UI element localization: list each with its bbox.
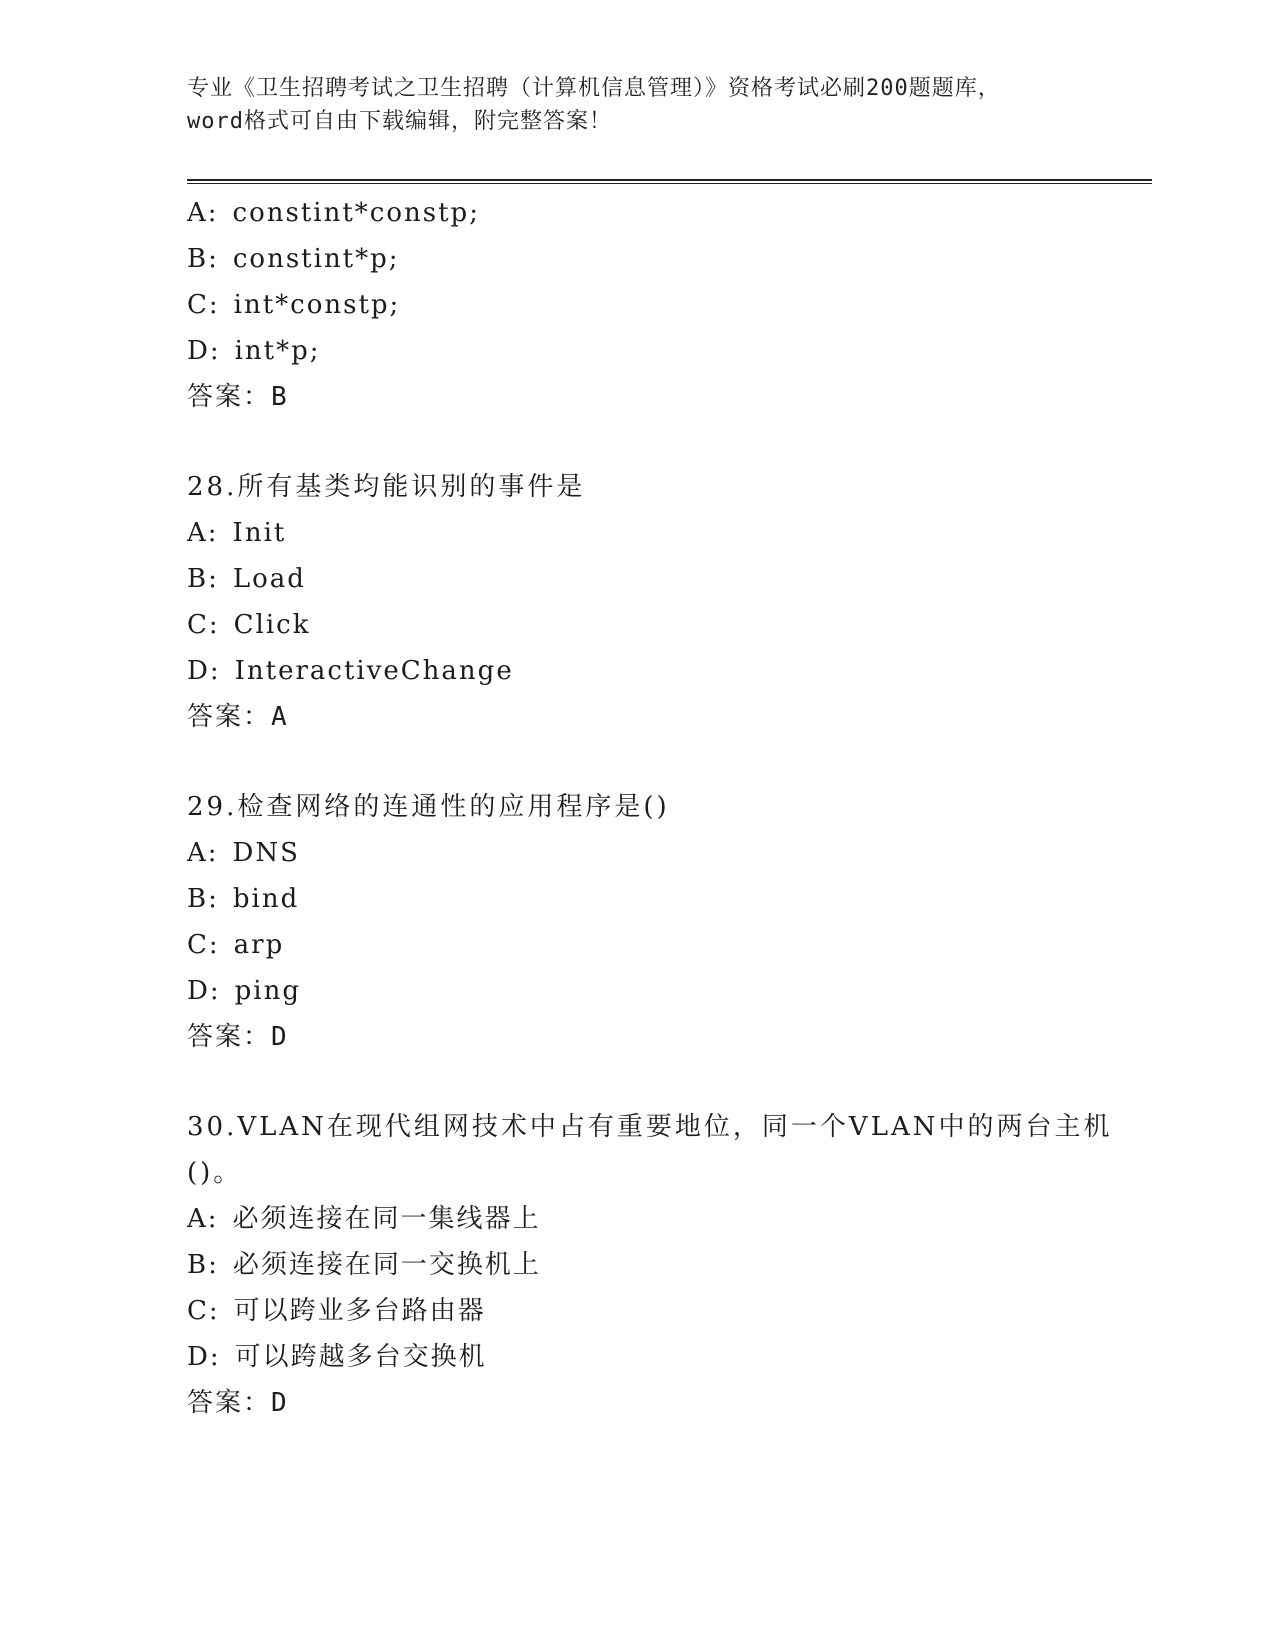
option-a: A: Init (187, 518, 287, 548)
question-list (187, 190, 1147, 1470)
option-d: D: ping (187, 976, 301, 1006)
question-block (187, 1104, 1147, 1426)
answer-line: 答案：B (187, 382, 289, 412)
question-stem: 28.所有基类均能识别的事件是 (187, 472, 586, 502)
option-c: C: arp (187, 930, 285, 960)
document-header (187, 72, 1087, 138)
question-block (187, 464, 1147, 740)
option-d: D: InteractiveChange (187, 656, 514, 686)
option-d: D: int*p; (187, 336, 321, 366)
option-d: D: 可以跨越多台交换机 (187, 1342, 487, 1372)
question-block (187, 784, 1147, 1060)
question-number: 28. (187, 472, 238, 502)
option-a: A: 必须连接在同一集线器上 (187, 1204, 541, 1234)
question-number: 29. (187, 792, 238, 822)
question-stem: 30.VLAN在现代组网技术中占有重要地位，同一个VLAN中的两台主机 (187, 1112, 1113, 1142)
option-a: A: constint*constp; (187, 198, 480, 228)
option-b: B: Load (187, 564, 306, 594)
question-block (187, 190, 1147, 420)
question-number: 30. (187, 1112, 238, 1142)
question-stem-continued: ()。 (187, 1158, 243, 1188)
option-c: C: 可以跨业多台路由器 (187, 1296, 486, 1326)
header-line-2: word格式可自由下载编辑，附完整答案！ (187, 109, 612, 134)
option-a: A: DNS (187, 838, 300, 868)
answer-line: 答案：A (187, 702, 289, 732)
option-b: B: constint*p; (187, 244, 400, 274)
header-line-1: 专业《卫生招聘考试之卫生招聘（计算机信息管理）》资格考试必刷200题题库， (187, 76, 1001, 101)
option-c: C: Click (187, 610, 311, 640)
option-b: B: 必须连接在同一交换机上 (187, 1250, 541, 1280)
option-c: C: int*constp; (187, 290, 401, 320)
header-divider-thin (187, 183, 1152, 184)
question-stem: 29.检查网络的连通性的应用程序是() (187, 792, 670, 822)
answer-line: 答案：D (187, 1388, 289, 1418)
answer-line: 答案：D (187, 1022, 289, 1052)
option-b: B: bind (187, 884, 300, 914)
header-divider-thick (187, 179, 1152, 181)
